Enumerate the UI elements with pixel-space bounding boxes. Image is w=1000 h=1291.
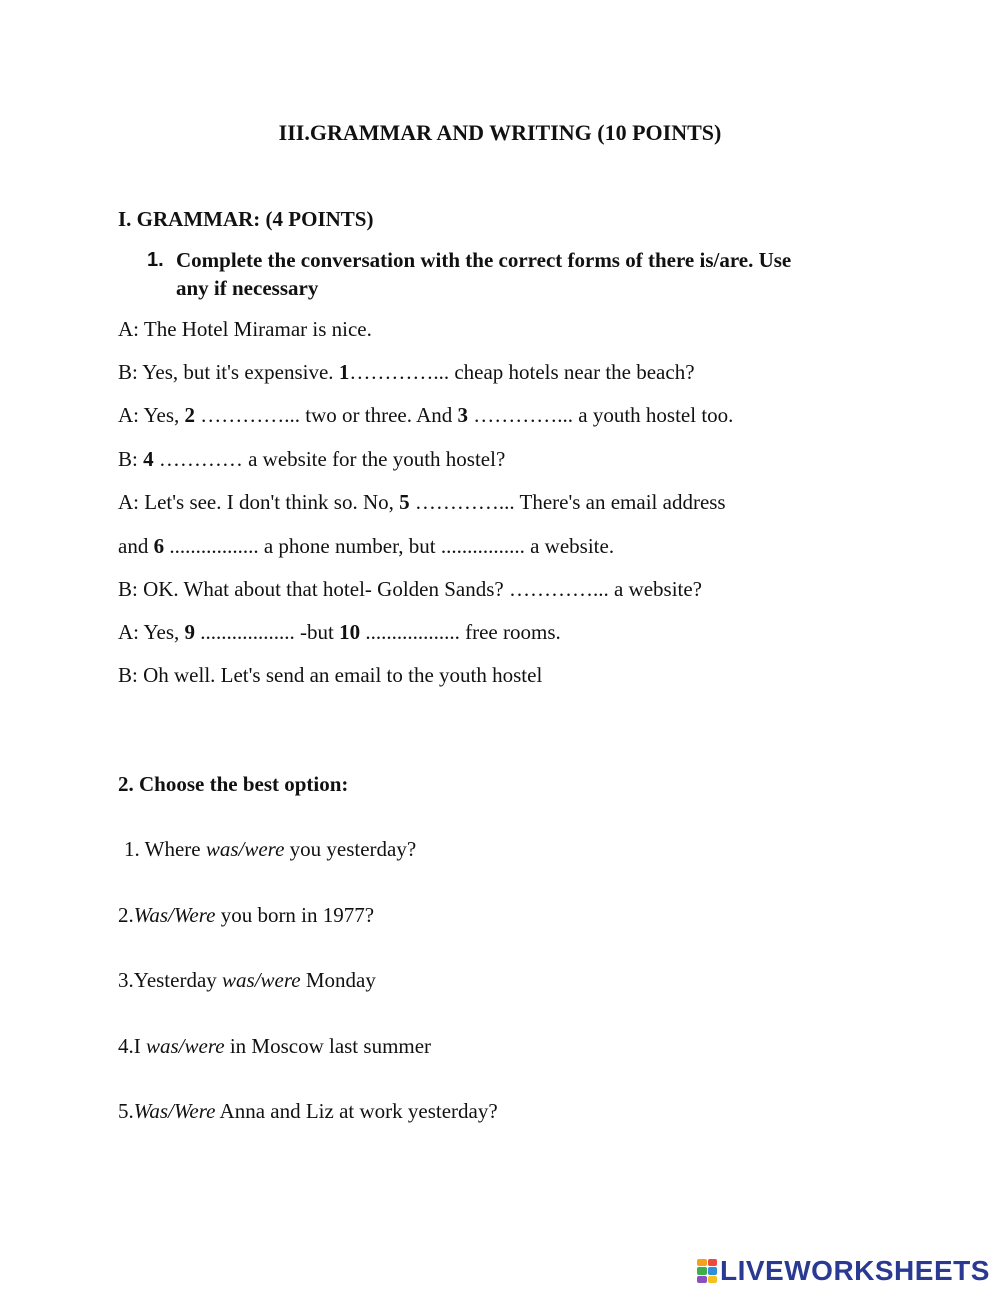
- option-choice[interactable]: was/were: [146, 1034, 225, 1058]
- option-item: [118, 1098, 498, 1124]
- task1-number: 1.: [147, 249, 164, 271]
- dialogue-text: B:: [118, 447, 144, 471]
- gap-number: 5: [399, 490, 410, 514]
- gap-blank[interactable]: …………... two or three. And: [195, 403, 458, 427]
- dialogue-line: [118, 359, 695, 385]
- task1-instruction-line2: any if necessary: [176, 276, 319, 300]
- dialogue-line: [118, 489, 726, 515]
- dialogue-line: [118, 619, 561, 645]
- gap-blank[interactable]: ………… a website for the youth hostel?: [153, 447, 506, 471]
- dialogue-text: A: Yes,: [118, 620, 185, 644]
- logo-block: [708, 1267, 718, 1274]
- logo-block: [697, 1259, 707, 1266]
- gap-blank[interactable]: B: OK. What about that hotel- Golden Sands? …………... a website?: [118, 577, 703, 601]
- gap-blank[interactable]: ................. a phone number, but ................ a website.: [164, 534, 615, 558]
- dialogue-text: and: [118, 534, 154, 558]
- logo-block: [697, 1267, 707, 1274]
- option-choice[interactable]: Was/Were: [133, 1099, 216, 1123]
- gap-blank[interactable]: .................. free rooms.: [360, 620, 561, 644]
- logo-text: LIVEWORKSHEETS: [720, 1255, 990, 1286]
- dialogue-line: [118, 402, 733, 428]
- option-item: [118, 967, 376, 993]
- dialogue-line: [118, 446, 505, 472]
- dialogue-text: A: Yes,: [118, 403, 185, 427]
- dialogue-text: B: Yes, but it's expensive.: [118, 360, 339, 384]
- option-text: Anna and Liz at work yesterday?: [215, 1099, 498, 1123]
- dialogue-text: A: Let's see. I don't think so. No,: [118, 490, 400, 514]
- grammar-heading: I. GRAMMAR: (4 POINTS): [118, 207, 374, 231]
- option-item: [118, 1033, 431, 1059]
- option-text: you born in 1977?: [215, 903, 375, 927]
- option-item: [118, 902, 374, 928]
- task1-instruction-line1: Complete the conversation with the correct forms of there is/are. Use: [176, 248, 792, 272]
- option-text: in Moscow last summer: [224, 1034, 432, 1058]
- dialogue-line: [118, 533, 614, 559]
- option-text: 4.I: [118, 1034, 146, 1058]
- option-choice[interactable]: was/were: [205, 837, 285, 861]
- option-text: 2.: [118, 903, 134, 927]
- logo-block: [697, 1276, 707, 1283]
- dialogue-line: [118, 662, 542, 688]
- gap-number: 3: [457, 403, 469, 427]
- option-text: Monday: [300, 968, 376, 992]
- dialogue-line: [118, 316, 372, 342]
- gap-blank[interactable]: .................. -but: [195, 620, 340, 644]
- option-text: you yesterday?: [284, 837, 417, 861]
- liveworksheets-logo-icon: [697, 1259, 717, 1283]
- option-text: 5.: [118, 1099, 134, 1123]
- dialogue-text: B: Oh well. Let's send an email to the youth hostel: [118, 663, 543, 687]
- gap-number: 1: [338, 360, 350, 384]
- logo-block: [708, 1276, 718, 1283]
- logo-block: [708, 1259, 718, 1266]
- option-item: [124, 836, 416, 862]
- option-choice[interactable]: Was/Were: [133, 903, 216, 927]
- dialogue-line: [118, 576, 702, 602]
- task2-heading: 2. Choose the best option:: [118, 772, 349, 796]
- liveworksheets-logo[interactable]: [697, 1253, 990, 1289]
- option-text: 3.Yesterday: [118, 968, 223, 992]
- gap-blank[interactable]: …………... cheap hotels near the beach?: [349, 360, 695, 384]
- page-title: III.GRAMMAR AND WRITING (10 POINTS): [278, 120, 722, 145]
- gap-number: 2: [184, 403, 196, 427]
- gap-number: 6: [153, 534, 165, 558]
- dialogue-text: A: The Hotel Miramar is nice.: [118, 317, 372, 341]
- gap-number: 10: [339, 620, 361, 644]
- gap-blank[interactable]: …………... There's an email address: [409, 490, 726, 514]
- option-choice[interactable]: was/were: [222, 968, 301, 992]
- gap-number: 4: [143, 447, 154, 471]
- gap-blank[interactable]: …………... a youth hostel too.: [468, 403, 734, 427]
- gap-number: 9: [184, 620, 196, 644]
- option-text: 1. Where: [124, 837, 206, 861]
